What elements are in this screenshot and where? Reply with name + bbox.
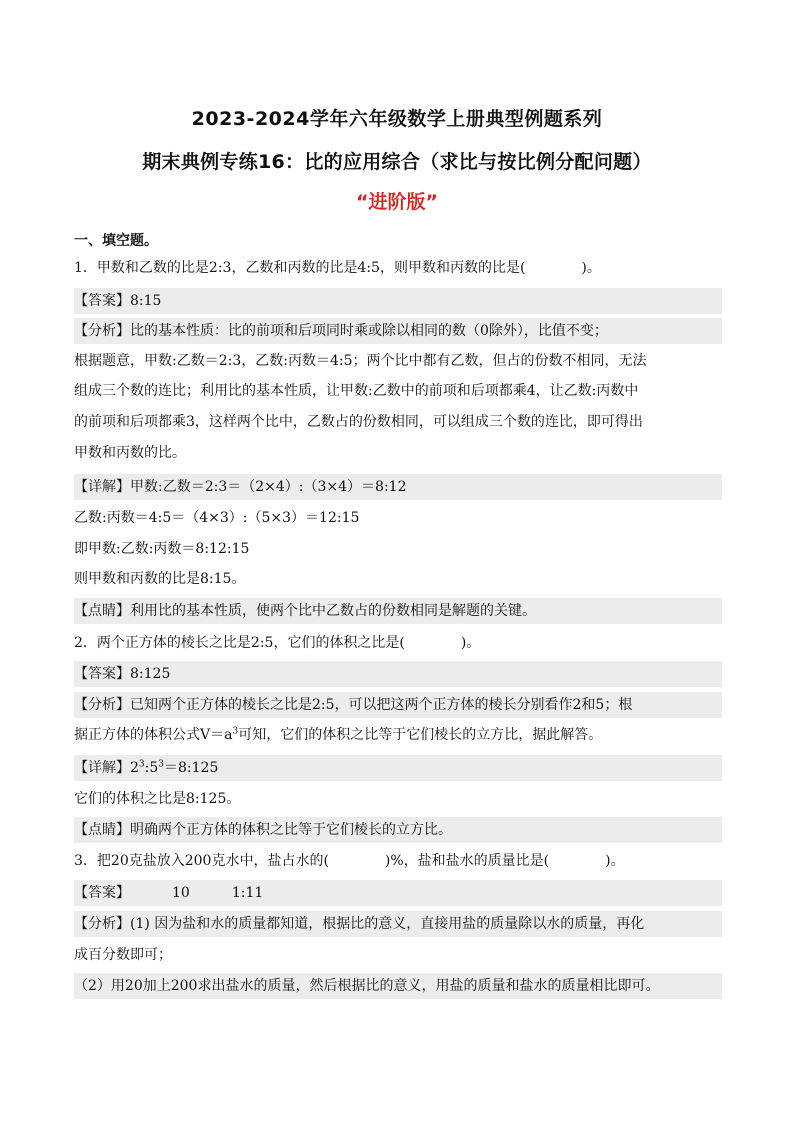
q2-detail-text: :5 xyxy=(144,760,159,776)
q1-detail-line: 【详解】甲数:乙数＝2:3＝（2×4）:（3×4）＝8:12 xyxy=(74,474,722,500)
q1-analysis-line: 根据题意，甲数:乙数＝2:3，乙数:丙数＝4:5；两个比中都有乙数，但占的份数不相同，无法 xyxy=(74,353,647,369)
q3-answer-value: 10 xyxy=(172,885,190,901)
question-1: 1．甲数和乙数的比是2:3，乙数和丙数的比是4:5，则甲数和丙数的比是( )。 xyxy=(74,260,601,276)
superscript: 3 xyxy=(158,759,165,770)
q2-detail-text: ＝8:125 xyxy=(164,760,219,776)
q2-detail-text: 【详解】2 xyxy=(74,760,139,776)
q3-answer-value: 1:11 xyxy=(231,885,264,901)
q2-comment: 【点睛】明确两个正方体的体积之比等于它们棱长的立方比。 xyxy=(74,817,722,843)
q2-analysis-line: 【分析】已知两个正方体的棱长之比是2:5，可以把这两个正方体的棱长分别看作2和5；根 xyxy=(74,692,722,718)
q3-analysis-line: （2）用20加上200求出盐水的质量，然后根据比的意义，用盐的质量和盐水的质量相比即可。 xyxy=(74,973,722,999)
document-subtitle: 期末典例专练16：比的应用综合（求比与按比例分配问题） xyxy=(142,151,652,173)
q1-comment: 【点睛】利用比的基本性质，使两个比中乙数占的份数相同是解题的关键。 xyxy=(74,598,722,624)
q1-detail-line: 则甲数和丙数的比是8:15。 xyxy=(74,571,246,587)
q3-answer xyxy=(74,880,722,906)
q1-analysis-line: 甲数和丙数的比。 xyxy=(74,445,186,461)
q3-analysis-line: 【分析】(1) 因为盐和水的质量都知道，根据比的意义，直接用盐的质量除以水的质量，再化 xyxy=(74,911,722,937)
section-heading: 一、填空题。 xyxy=(74,233,158,249)
q2-analysis-text: 可知，它们的体积之比等于它们棱长的立方比，据此解答。 xyxy=(238,727,603,743)
q2-detail-line: 它们的体积之比是8:125。 xyxy=(74,791,241,807)
q1-analysis-line: 组成三个数的连比；利用比的基本性质，让甲数:乙数中的前项和后项都乘4，让乙数:丙数中 xyxy=(74,383,639,399)
q2-detail-line xyxy=(74,755,722,781)
q3-answer-label: 【答案】 xyxy=(74,885,130,901)
q2-analysis-text: 据正方体的体积公式V＝a xyxy=(74,727,233,743)
q1-detail-line: 乙数:丙数＝4:5＝（4×3）:（5×3）＝12:15 xyxy=(74,510,360,526)
q2-answer: 【答案】8:125 xyxy=(74,661,722,687)
q3-analysis-line: 成百分数即可； xyxy=(74,947,172,963)
superscript: 3 xyxy=(138,759,145,770)
superscript: 3 xyxy=(232,726,239,737)
q1-analysis-line: 【分析】比的基本性质：比的前项和后项同时乘或除以相同的数（0除外），比值不变； xyxy=(74,318,722,344)
q1-detail-line: 即甲数:乙数:丙数＝8:12:15 xyxy=(74,541,250,557)
q1-answer: 【答案】8:15 xyxy=(74,288,722,314)
question-2: 2．两个正方体的棱长之比是2:5，它们的体积之比是( )。 xyxy=(74,635,481,651)
q1-analysis-line: 的前项和后项都乘3，这样两个比中，乙数占的份数相同，可以组成三个数的连比，即可得出 xyxy=(74,414,643,430)
question-3: 3．把20克盐放入200克水中，盐占水的( )%，盐和盐水的质量比是( )。 xyxy=(74,853,625,869)
level-tag: “进阶版” xyxy=(356,191,438,213)
q2-analysis-line xyxy=(74,722,722,748)
document-title: 2023-2024学年六年级数学上册典型例题系列 xyxy=(191,108,603,130)
